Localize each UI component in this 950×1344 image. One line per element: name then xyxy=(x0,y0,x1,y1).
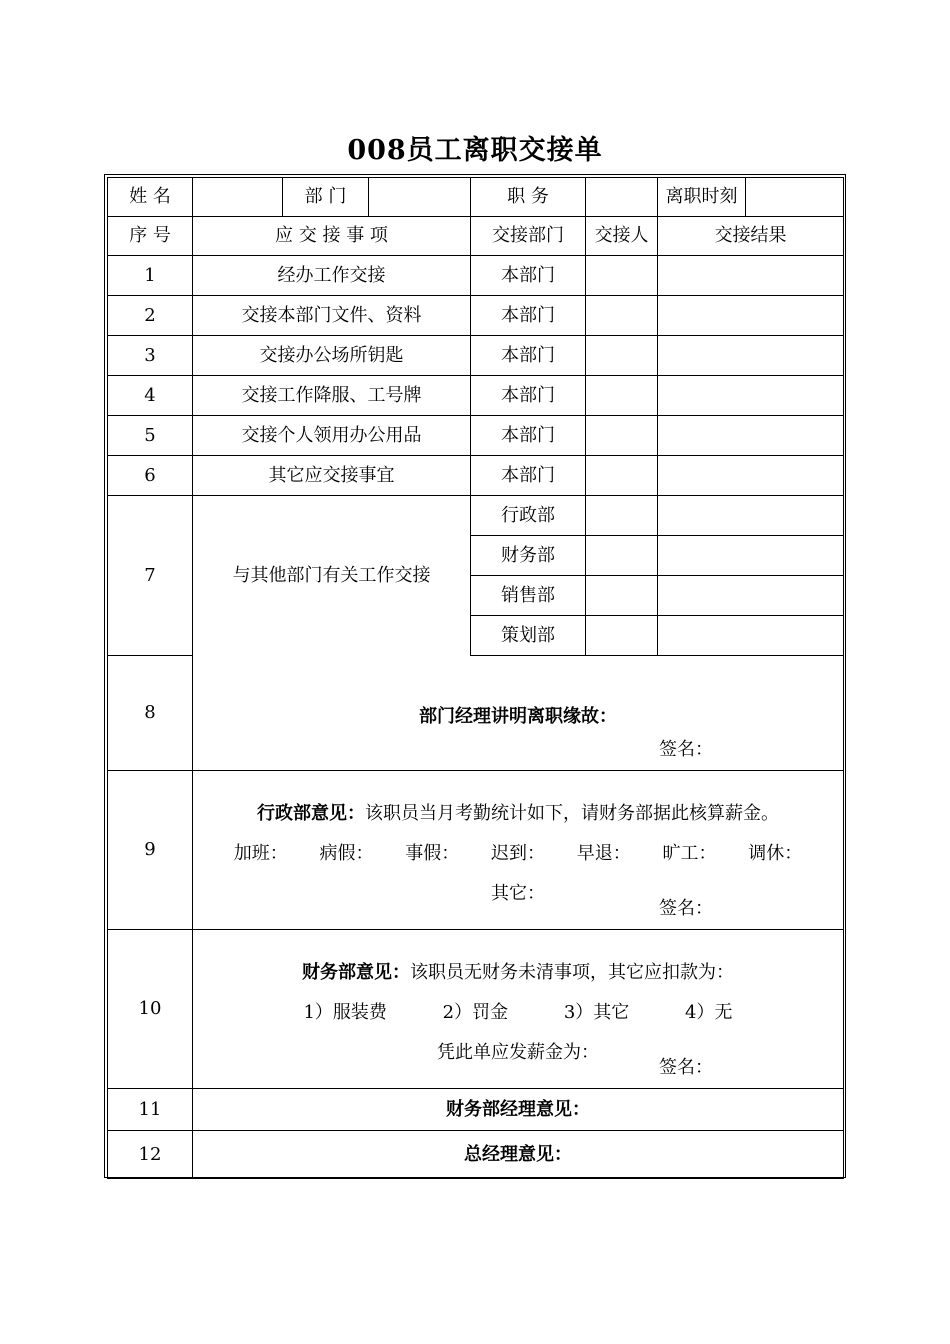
row-no: 2 xyxy=(108,296,193,336)
net-pay-field: 凭此单应发薪金为： xyxy=(437,1041,599,1063)
late-field: 迟到： xyxy=(491,842,545,864)
row-no: 5 xyxy=(108,416,193,456)
dept-label: 部 门 xyxy=(283,178,369,217)
time-field[interactable] xyxy=(746,178,844,217)
row-item: 经办工作交接 xyxy=(193,256,471,296)
comp-leave-field: 调休： xyxy=(748,842,803,864)
col-result: 交接结果 xyxy=(658,217,844,256)
finance-opinion-cell[interactable] xyxy=(193,930,844,1089)
admin-opinion-cell[interactable] xyxy=(193,771,844,930)
personal-leave-field: 事假： xyxy=(405,842,460,864)
row-result[interactable] xyxy=(658,336,844,376)
overtime-field: 加班： xyxy=(233,842,288,864)
row-person[interactable] xyxy=(586,616,658,656)
general-manager-opinion-cell[interactable] xyxy=(193,1131,844,1179)
column-header-row xyxy=(108,217,844,256)
signature-label: 签名： xyxy=(659,898,713,919)
row-person[interactable] xyxy=(586,416,658,456)
row-result[interactable] xyxy=(658,576,844,616)
sick-leave-field: 病假： xyxy=(319,842,374,864)
row-no: 3 xyxy=(108,336,193,376)
admin-opinion-label: 行政部意见： xyxy=(257,802,365,824)
row-result[interactable] xyxy=(658,616,844,656)
col-item: 应 交 接 事 项 xyxy=(193,217,471,256)
manager-reason-label: 部门经理讲明离职缘故： xyxy=(419,705,617,727)
finance-manager-opinion-label: 财务部经理意见： xyxy=(446,1098,590,1120)
row7-dept-sales: 销售部 xyxy=(471,576,586,616)
row-result[interactable] xyxy=(658,296,844,336)
row12-no: 12 xyxy=(108,1131,193,1179)
row-person[interactable] xyxy=(586,536,658,576)
row7-item: 与其他部门有关工作交接 xyxy=(193,496,471,656)
row-person[interactable] xyxy=(586,456,658,496)
row-dept: 本部门 xyxy=(471,256,586,296)
row-person[interactable] xyxy=(586,376,658,416)
row7-dept-planning: 策划部 xyxy=(471,616,586,656)
deduction-none: 4）无 xyxy=(685,1001,733,1023)
row-no: 4 xyxy=(108,376,193,416)
table-row xyxy=(108,416,844,456)
finance-opinion-text: 该职员无财务未清事项，其它应扣款为： xyxy=(410,961,734,983)
table-row xyxy=(108,376,844,416)
row-item: 交接本部门文件、资料 xyxy=(193,296,471,336)
row9-no: 9 xyxy=(108,771,193,930)
row7-dept-admin: 行政部 xyxy=(471,496,586,536)
col-person: 交接人 xyxy=(586,217,658,256)
row-item: 其它应交接事宜 xyxy=(193,456,471,496)
deduction-uniform: 1）服装费 xyxy=(303,1001,387,1023)
row7-no: 7 xyxy=(108,496,193,656)
finance-manager-opinion-cell[interactable] xyxy=(193,1089,844,1131)
position-field[interactable] xyxy=(586,178,658,217)
other-field: 其它： xyxy=(491,882,545,904)
name-field[interactable] xyxy=(193,178,283,217)
row10-no: 10 xyxy=(108,930,193,1089)
table-row-12 xyxy=(108,1131,844,1179)
row-no: 1 xyxy=(108,256,193,296)
row-dept: 本部门 xyxy=(471,456,586,496)
row-dept: 本部门 xyxy=(471,416,586,456)
row-person[interactable] xyxy=(586,296,658,336)
row-dept: 本部门 xyxy=(471,336,586,376)
row-item: 交接办公场所钥匙 xyxy=(193,336,471,376)
row-result[interactable] xyxy=(658,496,844,536)
row11-no: 11 xyxy=(108,1089,193,1131)
row-item: 交接工作降服、工号牌 xyxy=(193,376,471,416)
row-result[interactable] xyxy=(658,256,844,296)
form-title: 008员工离职交接单 xyxy=(347,135,603,166)
table-row xyxy=(108,336,844,376)
deduction-other: 3）其它 xyxy=(563,1001,630,1023)
row-person[interactable] xyxy=(586,496,658,536)
row-no: 6 xyxy=(108,456,193,496)
table-row-8 xyxy=(108,656,844,771)
early-leave-field: 早退： xyxy=(576,842,631,864)
position-label: 职 务 xyxy=(471,178,586,217)
table-row-9 xyxy=(108,771,844,930)
handover-form xyxy=(107,177,844,1179)
signature-label: 签名： xyxy=(659,1057,713,1078)
table-row-10 xyxy=(108,930,844,1089)
row-person[interactable] xyxy=(586,576,658,616)
row-person[interactable] xyxy=(586,256,658,296)
general-manager-opinion-label: 总经理意见： xyxy=(464,1143,572,1165)
dept-field[interactable] xyxy=(369,178,471,217)
table-row-11 xyxy=(108,1089,844,1131)
finance-opinion-label: 财务部意见： xyxy=(302,961,410,983)
row-person[interactable] xyxy=(586,336,658,376)
signature-label: 签名： xyxy=(659,739,713,760)
header-row xyxy=(108,178,844,217)
row7-dept-finance: 财务部 xyxy=(471,536,586,576)
table-row xyxy=(108,256,844,296)
row-result[interactable] xyxy=(658,456,844,496)
name-label: 姓 名 xyxy=(108,178,193,217)
admin-opinion-text: 该职员当月考勤统计如下，请财务部据此核算薪金。 xyxy=(365,802,779,824)
row-result[interactable] xyxy=(658,416,844,456)
row-item: 交接个人领用办公用品 xyxy=(193,416,471,456)
row-result[interactable] xyxy=(658,376,844,416)
table-row xyxy=(108,456,844,496)
row-dept: 本部门 xyxy=(471,296,586,336)
absence-field: 旷工： xyxy=(662,842,717,864)
row-dept: 本部门 xyxy=(471,376,586,416)
row8-no: 8 xyxy=(108,656,193,771)
table-row-7 xyxy=(108,496,844,536)
table-row xyxy=(108,296,844,336)
col-dept: 交接部门 xyxy=(471,217,586,256)
time-label: 离职时刻 xyxy=(658,178,746,217)
deduction-fine: 2）罚金 xyxy=(442,1001,509,1023)
row-result[interactable] xyxy=(658,536,844,576)
col-seq: 序 号 xyxy=(108,217,193,256)
manager-reason-cell[interactable] xyxy=(193,656,844,771)
